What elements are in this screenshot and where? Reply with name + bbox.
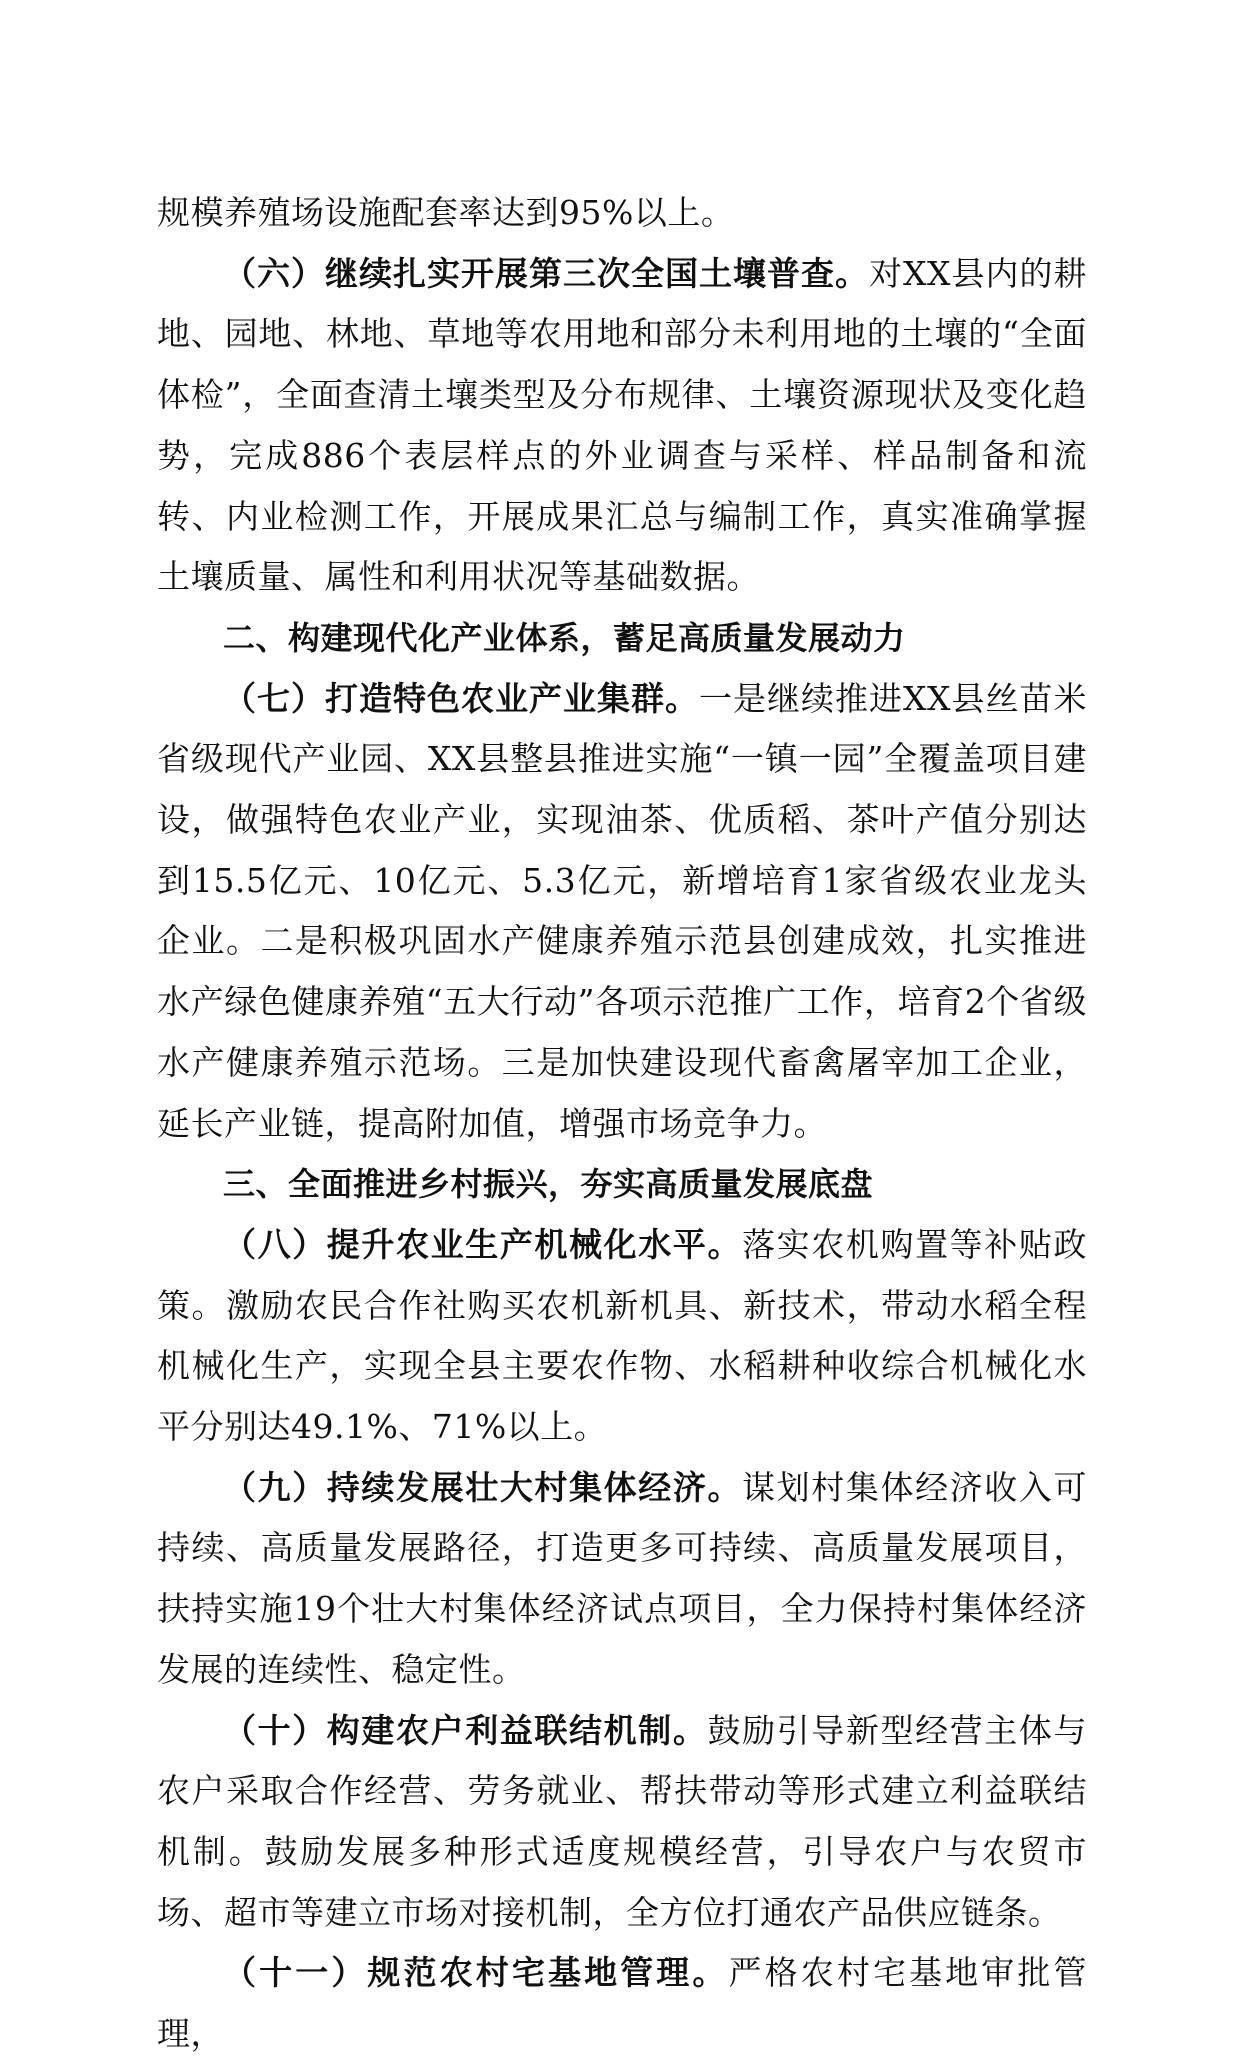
paragraph-homestead xyxy=(157,1943,1087,2064)
section-heading-3: 三、全面推进乡村振兴，夯实高质量发展底盘 xyxy=(223,1165,874,1204)
paragraph-text: 一是继续推进XX县丝苗米省级现代产业园、XX县整县推进实施“一镇一园”全覆盖项目建设，做强特色农业产业，实现油茶、优质稻、茶叶产值分别达到15.5亿元、10亿元、5.3亿元，新增培育1家省级农业龙头企业。二是积极巩固水产健康养殖示范县创建成效，扎实推进水产绿色健康养殖“五大行动”各项示范推广工作，培育2个省级水产健康养殖示范场。三是加快建设现代畜禽屠宰加工企业，延长产业链，提高附加值，增强市场竞争力。 xyxy=(157,678,1087,1143)
paragraph-continuation xyxy=(157,183,1087,244)
paragraph-lead: （九）持续发展壮大村集体经济。 xyxy=(223,1467,743,1507)
paragraph-industry-cluster xyxy=(157,669,1087,1155)
paragraph-lead: （八）提升农业生产机械化水平。 xyxy=(223,1224,743,1264)
paragraph-farmer-benefit xyxy=(157,1701,1087,1944)
paragraph-text: 严格农村宅基地审批管理， xyxy=(157,1953,1088,2054)
document-body xyxy=(157,183,1087,2065)
paragraph-text: 规模养殖场设施配套率达到95%以上。 xyxy=(157,193,735,232)
paragraph-lead: （十一）规范农村宅基地管理。 xyxy=(223,1953,729,1993)
paragraph-text: 对XX县内的耕地、园地、林地、草地等农用地和部分未利用地的土壤的“全面体检”，全面查清土壤类型及分布规律、土壤资源现状及变化趋势，完成886个表层样点的外业调查与采样、样品制备和流转、内业检测工作，开展成果汇总与编制工作，真实准确掌握土壤质量、属性和利用状况等基础数据。 xyxy=(157,253,1087,597)
section-heading-2: 二、构建现代化产业体系，蓄足高质量发展动力 xyxy=(223,618,906,657)
paragraph-text: 落实农机购置等补贴政策。激励农民合作社购买农机新机具、新技术，带动水稻全程机械化生产，实现全县主要农作物、水稻耕种收综合机械化水平分别达49.1%、71%以上。 xyxy=(157,1224,1088,1447)
paragraph-mechanization xyxy=(157,1215,1087,1458)
paragraph-text: 鼓励引导新型经营主体与农户采取合作经营、劳务就业、帮扶带动等形式建立利益联结机制。鼓励发展多种形式适度规模经营，引导农户与农贸市场、超市等建立市场对接机制，全方位打通农产品供应链条。 xyxy=(157,1710,1088,1932)
paragraph-collective-economy xyxy=(157,1458,1087,1701)
paragraph-text: 谋划村集体经济收入可持续、高质量发展路径，打造更多可持续、高质量发展项目，扶持实施19个壮大村集体经济试点项目，全力保持村集体经济发展的连续性、稳定性。 xyxy=(157,1467,1088,1689)
paragraph-lead: （七）打造特色农业产业集群。 xyxy=(223,678,699,718)
paragraph-soil-census xyxy=(157,244,1087,608)
paragraph-lead: （十）构建农户利益联结机制。 xyxy=(223,1710,708,1750)
paragraph-lead: （六）继续扎实开展第三次全国土壤普查。 xyxy=(223,253,869,293)
